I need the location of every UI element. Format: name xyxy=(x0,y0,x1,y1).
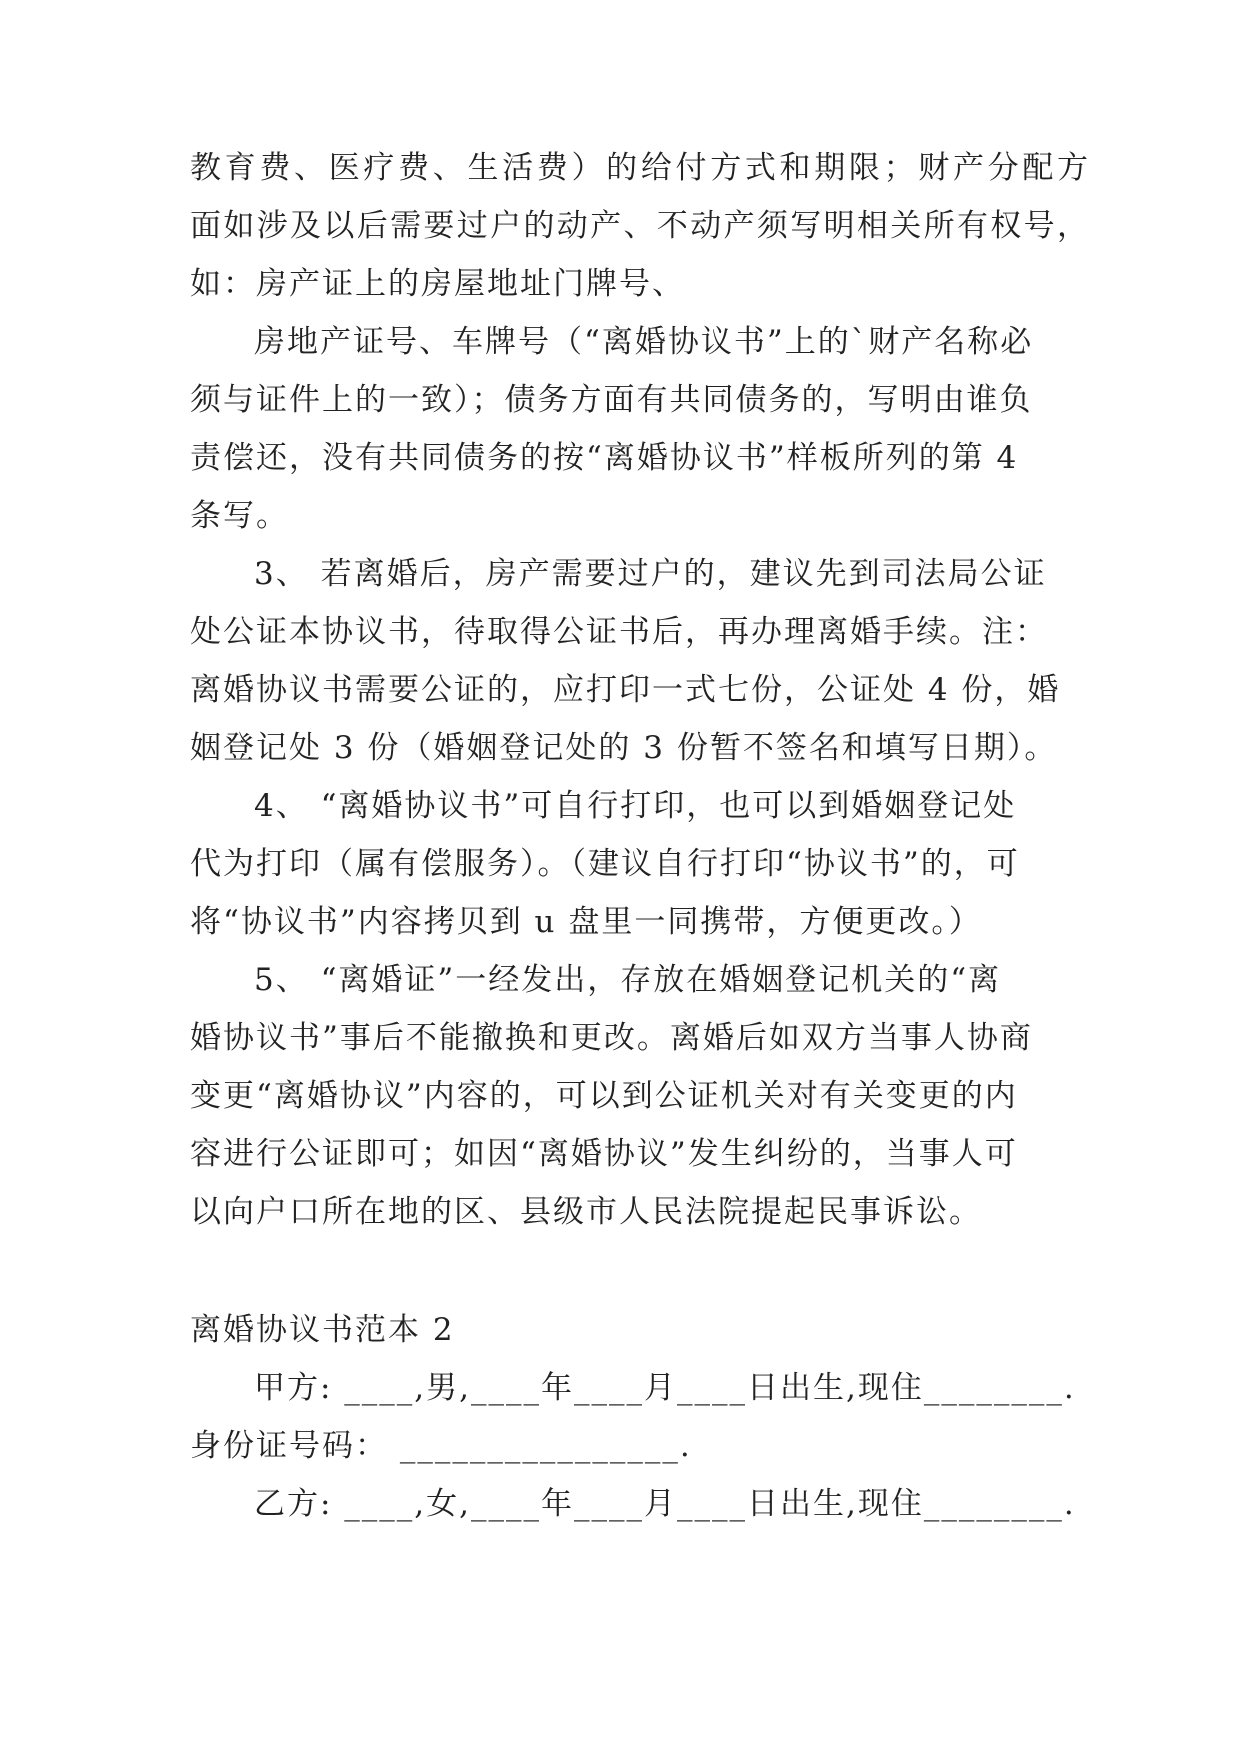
text-line: 容进行公证即可；如因“离婚协议”发生纠纷的，当事人可 xyxy=(190,1136,1018,1172)
text-line: 面如涉及以后需要过户的动产、不动产须写明相关所有权号， xyxy=(190,208,1090,244)
paragraph-start-line: 房地产证号、车牌号（“离婚协议书”上的`财产名称必 xyxy=(254,324,1034,360)
party-a-line: 甲方: ____,男,____年____月____日出生,现住________. xyxy=(254,1370,1076,1406)
text-line: 责偿还，没有共同债务的按“离婚协议书”样板所列的第 4 xyxy=(190,440,1019,476)
text-line: 以向户口所在地的区、县级市人民法院提起民事诉讼。 xyxy=(190,1194,982,1230)
text-line: 姻登记处 3 份（婚姻登记处的 3 份暂不签名和填写日期）。 xyxy=(190,730,1058,766)
text-line: 条写。 xyxy=(190,498,289,534)
text-line: 如：房产证上的房屋地址门牌号、 xyxy=(190,266,685,302)
text-line: 须与证件上的一致）；债务方面有共同债务的，写明由谁负 xyxy=(190,382,1033,418)
text-line: 离婚协议书需要公证的，应打印一式七份，公证处 4 份，婚 xyxy=(190,672,1061,708)
numbered-item-4: 4、 “离婚协议书”可自行打印，也可以到婚姻登记处 xyxy=(254,788,1017,824)
text-line: 代为打印（属有偿服务）。（建议自行打印“协议书”的，可 xyxy=(190,846,1020,882)
text-line: 处公证本协议书，待取得公证书后，再办理离婚手续。注： xyxy=(190,614,1048,650)
text-line: 将“协议书”内容拷贝到 u 盘里一同携带，方便更改。） xyxy=(190,904,982,940)
numbered-item-3: 3、 若离婚后，房产需要过户的，建议先到司法局公证 xyxy=(254,556,1047,592)
section-heading: 离婚协议书范本 2 xyxy=(190,1312,455,1348)
text-line: 教育费、医疗费、生活费）的给付方式和期限；财产分配方 xyxy=(190,150,1090,186)
party-b-line: 乙方: ____,女,____年____月____日出生,现住________. xyxy=(254,1486,1076,1522)
id-number-line: 身份证号码： ________________. xyxy=(190,1428,692,1464)
numbered-item-5: 5、 “离婚证”一经发出，存放在婚姻登记机关的“离 xyxy=(254,962,1002,998)
text-line: 变更“离婚协议”内容的，可以到公证机关对有关变更的内 xyxy=(190,1078,1018,1114)
text-line: 婚协议书”事后不能撤换和更改。离婚后如双方当事人协商 xyxy=(190,1020,1033,1056)
